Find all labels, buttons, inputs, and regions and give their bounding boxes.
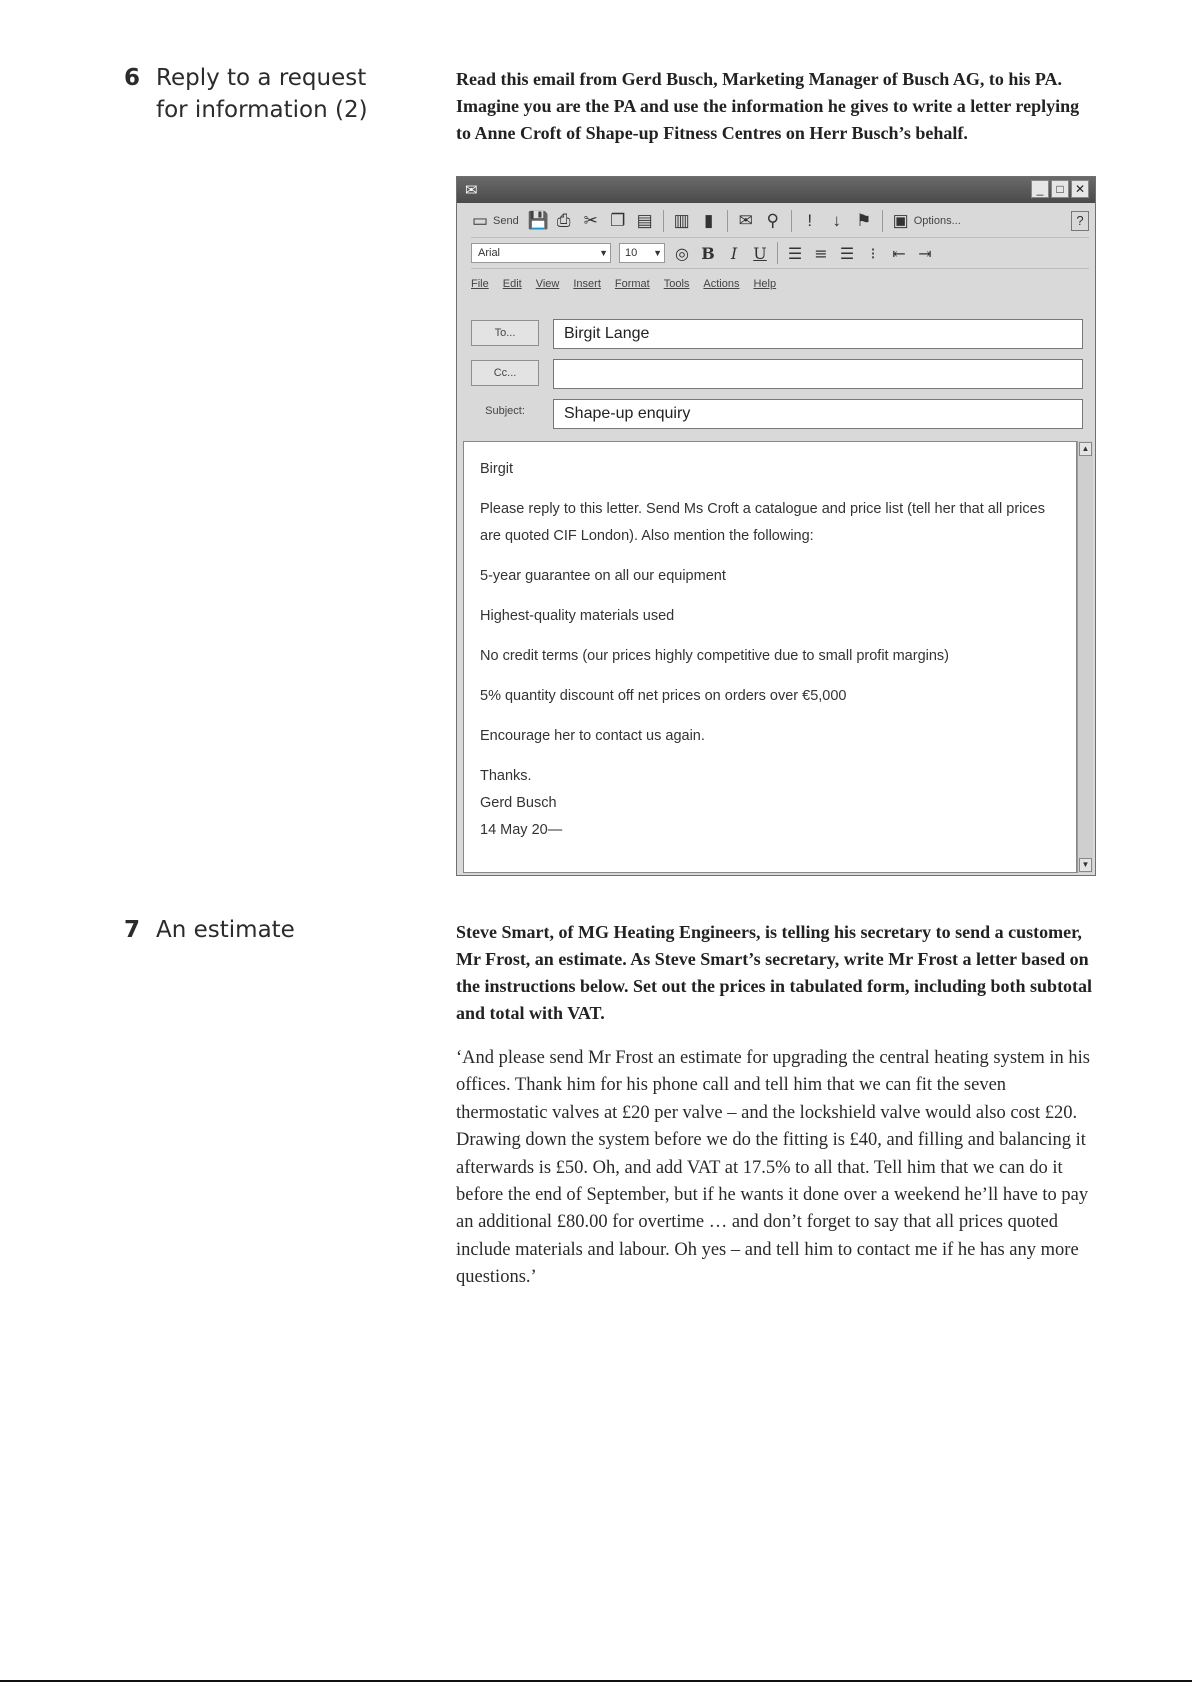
section-7-instructions: ‘And please send Mr Frost an estimate for upgrading the central heating system in his offices. Thank him for his phone call and tell him that we can fit the seven thermostatic valves at £20 per valve – and the lockshield valve would also cost £20. Drawing down the system before we do the fitting is £40, and filling and balancing it afterwards is £50. Oh, and add VAT at 17.5% to all that. Tell him that we can do it before the end of September, but if he wants it done over a weekend he’ll have to pay an additional £80.00 for overtime … and don’t forget to say that all prices quoted include materials and labour. Oh yes – and tell him to contact me if he has any more questions.’ — [456, 1048, 1090, 1288]
help-icon[interactable]: ? — [1071, 211, 1089, 231]
font-size-select[interactable] — [619, 243, 665, 263]
menu-help[interactable]: Help — [753, 278, 777, 290]
section-7-heading — [124, 914, 384, 946]
section-7-title: An estimate — [156, 917, 295, 943]
toolbar-separator — [777, 242, 778, 264]
bullets-icon[interactable]: ⁝ — [870, 243, 876, 263]
send-label: Send — [493, 215, 519, 227]
increase-indent-icon[interactable]: ⇥ — [918, 243, 932, 263]
body-paragraph: Encourage her to contact us again. — [480, 728, 705, 744]
cc-row — [471, 359, 1091, 389]
subject-label: Subject: — [485, 405, 525, 417]
body-paragraph: No credit terms (our prices highly competitive due to small profit margins) — [480, 648, 949, 664]
print-icon[interactable]: ⎙ — [556, 211, 571, 230]
menu-tools[interactable]: Tools — [663, 278, 690, 290]
section-7-intro: Steve Smart, of MG Heating Engineers, is telling his secretary to send a customer, Mr Frost, an estimate. As Steve Smart’s secretary, write Mr Frost a letter based on the instructions below. Set out the prices in tabulated form, including both subtotal and total with VAT. — [456, 922, 1093, 1023]
email-window — [456, 176, 1096, 876]
low-importance-icon[interactable]: ↓ — [832, 211, 841, 230]
minimize-button[interactable]: _ — [1031, 180, 1049, 198]
bold-button[interactable]: B — [701, 243, 715, 263]
send-icon: ▭ — [471, 211, 489, 230]
align-right-icon[interactable]: ☰ — [839, 243, 855, 263]
toolbar-separator — [727, 210, 728, 232]
options-icon: ▣ — [892, 211, 909, 230]
maximize-button[interactable]: □ — [1051, 180, 1069, 198]
body-greeting: Birgit — [480, 461, 514, 477]
body-paragraph: 5-year guarantee on all our equipment — [480, 568, 726, 584]
section-6-title-line2: for information (2) — [156, 97, 368, 123]
decrease-indent-icon[interactable]: ⇤ — [892, 243, 906, 263]
align-left-icon[interactable]: ☰ — [787, 243, 803, 263]
menu-edit[interactable]: Edit — [502, 278, 522, 290]
section-6-number: 6 — [124, 65, 141, 91]
attach-icon[interactable]: ▮ — [704, 211, 714, 230]
section-6-intro: Read this email from Gerd Busch, Marketing Manager of Busch AG, to his PA. Imagine you are the PA and use the information he gives to write a letter replying to Anne Croft of Shape-up Fitness Centres on Herr Busch’s behalf. — [456, 69, 1080, 143]
high-importance-icon[interactable]: ! — [807, 211, 813, 230]
vertical-scrollbar[interactable] — [1077, 441, 1093, 873]
cut-icon[interactable]: ✂ — [583, 211, 598, 230]
section-6-heading — [124, 62, 384, 126]
toolbar-separator — [791, 210, 792, 232]
body-paragraph: Please reply to this letter. Send Ms Croft a catalogue and price list (tell her that all prices are quoted CIF London). Also mention the following: — [480, 501, 1045, 544]
mail-icon: ✉ — [465, 182, 478, 199]
section-7-number: 7 — [124, 917, 141, 943]
flag-icon[interactable]: ⚑ — [856, 211, 872, 230]
align-center-icon[interactable]: ≡ — [814, 243, 828, 263]
section-6-title-line1: Reply to a request — [156, 65, 367, 91]
menu-bar — [471, 269, 1089, 299]
send-button[interactable] — [471, 211, 519, 231]
paste-icon[interactable]: ▤ — [636, 211, 653, 230]
page-footer-rule — [0, 1680, 1192, 1682]
to-row — [471, 319, 1091, 349]
underline-button[interactable]: U — [753, 243, 767, 263]
font-color-icon[interactable]: ◎ — [675, 243, 689, 263]
to-field[interactable]: Birgit Lange — [553, 319, 1083, 349]
message-body[interactable] — [463, 441, 1077, 873]
subject-row — [471, 399, 1091, 429]
font-select-value: Arial — [478, 247, 501, 259]
copy-icon[interactable]: ❐ — [610, 211, 626, 230]
signature-thanks: Thanks. — [480, 768, 532, 784]
to-button[interactable]: To... — [471, 320, 539, 346]
cc-field[interactable] — [553, 359, 1083, 389]
chevron-down-icon: ▼ — [653, 248, 662, 258]
standard-toolbar — [471, 205, 1089, 238]
body-paragraph: Highest-quality materials used — [480, 608, 675, 624]
check-names-icon[interactable]: ⚲ — [766, 211, 779, 230]
menu-file[interactable]: File — [471, 278, 489, 290]
body-paragraph: 5% quantity discount off net prices on orders over €5,000 — [480, 688, 847, 704]
signature-date: 14 May 20— — [480, 822, 563, 838]
toolbar-separator — [882, 210, 883, 232]
close-button[interactable]: ✕ — [1071, 180, 1089, 198]
menu-view[interactable]: View — [535, 278, 560, 290]
italic-button[interactable]: I — [730, 243, 738, 263]
menu-actions[interactable]: Actions — [703, 278, 740, 290]
font-select[interactable] — [471, 243, 611, 263]
address-book-icon[interactable]: ▥ — [673, 211, 690, 230]
options-label: Options... — [913, 215, 961, 227]
signature-name: Gerd Busch — [480, 795, 557, 811]
envelope-icon[interactable]: ✉ — [738, 211, 753, 230]
cc-button[interactable]: Cc... — [471, 360, 539, 386]
menu-format[interactable]: Format — [614, 278, 650, 290]
font-size-value: 10 — [625, 247, 638, 259]
options-button[interactable] — [892, 211, 961, 231]
scroll-down-icon[interactable]: ▼ — [1079, 858, 1092, 872]
subject-field[interactable]: Shape-up enquiry — [553, 399, 1083, 429]
chevron-down-icon: ▼ — [599, 248, 608, 258]
toolbar-separator — [663, 210, 664, 232]
scroll-up-icon[interactable]: ▲ — [1079, 442, 1092, 456]
window-titlebar — [457, 177, 1095, 203]
menu-insert[interactable]: Insert — [573, 278, 601, 290]
save-icon[interactable]: 💾 — [527, 211, 549, 230]
formatting-toolbar — [471, 238, 1089, 269]
